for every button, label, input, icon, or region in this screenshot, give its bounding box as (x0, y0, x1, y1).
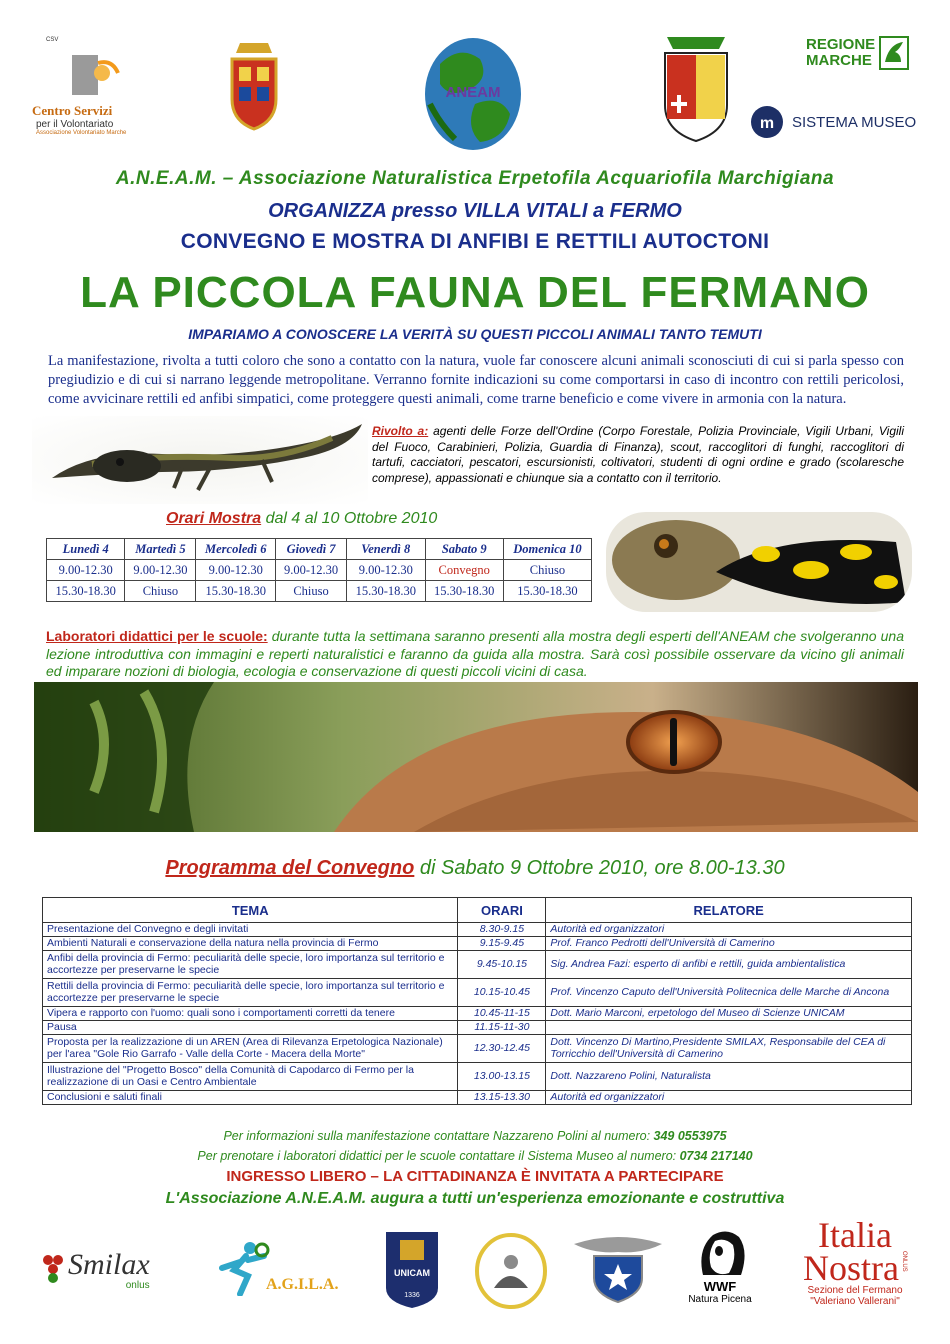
csv-logo: CSV Centro Servizi per il Volontariato Associazione Volontariato Marche (28, 30, 148, 142)
csv-emblem-icon (42, 43, 132, 103)
orari-day: Sabato 9 (425, 539, 503, 560)
laboratori-text: durante tutta la settimana saranno presenti alla mostra degli esperti dell'ANEAM che svolgeranno una lezione introduttiva con immagini e reperti naturalistici e faranno da guida alla mostra. Sarà così possibile osservare da vicino gli animali ed imparare nozioni di biologia, ecologia e conservazione di questi piccoli vicini di casa. (46, 628, 904, 679)
info1-text: Per informazioni sulla manifestazione contattare Nazzareno Polini al numero: (223, 1129, 654, 1143)
programma-header-row (43, 898, 912, 923)
reserve-emblem-icon (474, 1232, 548, 1310)
ora-cell: 13.15-13.30 (458, 1091, 546, 1105)
ora-cell: 11.15-11-30 (458, 1021, 546, 1035)
info1-number: 349 0553975 (653, 1129, 727, 1143)
sistema-museo-logo (750, 104, 920, 140)
table-row (43, 979, 912, 1007)
orari-label: Orari Mostra (166, 510, 262, 527)
smilax-sub: onlus (125, 1279, 150, 1291)
orari-day: Domenica 10 (503, 539, 591, 560)
orari-morning-row (47, 560, 592, 581)
programma-title (0, 857, 950, 880)
relatore-cell: Dott. Mario Marconi, erpetologo del Museo di Scienze UNICAM (546, 1007, 912, 1021)
viper-eye-photo (34, 682, 918, 832)
wwf-sub: Natura Picena (688, 1294, 752, 1305)
info-line2 (0, 1149, 950, 1163)
nostra-sezione: Sezione del Fermano (807, 1285, 903, 1296)
tema-cell: Vipera e rapporto con l'uomo: quali sono i comportamenti corretti da tenere (43, 1007, 458, 1021)
laboratori-label: Laboratori didattici per le scuole: (46, 628, 268, 644)
laboratori-block (46, 628, 904, 681)
ora-cell: 10.45-11-15 (458, 1007, 546, 1021)
programma-label: Programma del Convegno (165, 857, 415, 879)
header-line3: CONVEGNO E MOSTRA DI ANFIBI E RETTILI AUTOCTONI (180, 230, 770, 253)
tema-cell: Rettili della provincia di Fermo: peculiarità delle specie, loro importanza sul territorio e accortezze per preservarne le specie (43, 979, 458, 1007)
orari-cell: Chiuso (503, 560, 591, 581)
orari-day: Martedì 5 (125, 539, 196, 560)
wwf-logo (680, 1222, 760, 1308)
relatore-cell: Dott. Nazzareno Polini, Naturalista (546, 1063, 912, 1091)
nostra-valeriano: "Valeriano Vallerani" (810, 1296, 900, 1307)
orari-table (46, 538, 592, 602)
regione-line1: REGIONE (806, 36, 876, 53)
header-line2: ORGANIZZA presso VILLA VITALI a FERMO (268, 200, 682, 222)
agilla-logo (206, 1236, 339, 1306)
regione-marche-logo (806, 32, 918, 74)
orari-cell: 9.00-12.30 (276, 560, 347, 581)
tema-cell: Presentazione del Convegno e degli invitati (43, 923, 458, 937)
ora-cell: 9.45-10.15 (458, 951, 546, 979)
svg-text:m: m (759, 115, 775, 132)
italia-text: Italia (818, 1215, 892, 1255)
orari-cell: 9.00-12.30 (196, 560, 276, 581)
augurio: L'Associazione A.N.E.A.M. augura a tutti un'esperienza emozionante e costruttiva (165, 1190, 785, 1207)
unicam-logo (384, 1230, 440, 1310)
wwf-name: WWF (703, 1279, 737, 1294)
tema-cell: Ambienti Naturali e conservazione della natura nella provincia di Fermo (43, 937, 458, 951)
info-line1 (0, 1129, 950, 1143)
csv-assoc: Associazione Volontariato Marche (36, 129, 127, 136)
eagle-star-icon (570, 1234, 666, 1306)
col-tema: TEMA (43, 898, 458, 923)
orari-header-row (47, 539, 592, 560)
orari-cell: Convegno (425, 560, 503, 581)
info2-text: Per prenotare i laboratori didattici per le scuole contattare il Sistema Museo al numero: (197, 1149, 680, 1163)
main-title: LA PICCOLA FAUNA DEL FERMANO (80, 268, 870, 317)
unicam-name: UNICAM (394, 1268, 430, 1278)
fermo-city-crest (656, 30, 736, 144)
tema-cell: Anfibi della provincia di Fermo: peculiarità delle specie, loro importanza sul territorio e accortezze per preservarne le specie (43, 951, 458, 979)
museo-m-icon (750, 105, 784, 139)
lizard-photo (32, 416, 368, 504)
relatore-cell: Dott. Vincenzo Di Martino,Presidente SMILAX, Responsabile del CEA di Torricchio dell'Università di Camerino (546, 1035, 912, 1063)
orari-cell: 9.00-12.30 (47, 560, 125, 581)
nostra-onlus: ONLUS (900, 1251, 907, 1272)
orari-day: Venerdì 8 (347, 539, 425, 560)
smilax-name: Smilax (68, 1247, 150, 1281)
ora-cell: 9.15-9.45 (458, 937, 546, 951)
programma-when: di Sabato 9 Ottobre 2010, ore 8.00-13.30 (414, 857, 785, 879)
tema-cell: Conclusioni e saluti finali (43, 1091, 458, 1105)
table-row (43, 951, 912, 979)
ora-cell: 12.30-12.45 (458, 1035, 546, 1063)
intro-paragraph: La manifestazione, rivolta a tutti coloro che sono a contatto con la natura, vuole far conoscere alcuni animali sconosciuti di cui si parla spesso con pregiudizio e di cui si narrano leggende metropolitane. Verranno fornite indicazioni su come comportarsi in caso di incontro con rettili pericolosi, come avvicinare rettili ed anfibi simpatici, come proteggere questi animali, come trarne beneficio e come vivere in armonia con la natura. (48, 353, 904, 407)
orari-cell: 9.00-12.30 (125, 560, 196, 581)
unicam-year: 1336 (404, 1292, 420, 1299)
rivolto-block (372, 424, 904, 486)
italia-nostra-logo (790, 1208, 920, 1318)
table-row (43, 1035, 912, 1063)
aneam-logo (418, 32, 528, 156)
panda-icon (693, 1225, 747, 1279)
relatore-cell: Autorità ed organizzatori (546, 923, 912, 937)
sistema-museo-text: SISTEMA MUSEO (792, 113, 917, 131)
ingresso-libero: INGRESSO LIBERO – LA CITTADINANZA È INVITATA A PARTECIPARE (226, 1168, 724, 1185)
header-line1: A.N.E.A.M. – Associazione Naturalistica Erpetofila Acquariofila Marchigiana (115, 168, 835, 189)
csv-name: Centro Servizi (32, 102, 113, 118)
col-relatore: RELATORE (546, 898, 912, 923)
subtitle: IMPARIAMO A CONOSCERE LA VERITÀ SU QUESTI PICCOLI ANIMALI TANTO TEMUTI (188, 326, 762, 342)
ora-cell: 8.30-9.15 (458, 923, 546, 937)
orari-cell: 15.30-18.30 (196, 581, 276, 602)
tema-cell: Proposta per la realizzazione di un AREN (Area di Rilevanza Erpetologica Nazionale) per l'area "Gole Rio Garrafo - Valle della Corte - Macera della Morte" (43, 1035, 458, 1063)
table-row (43, 1007, 912, 1021)
table-row (43, 937, 912, 951)
cai-logo (570, 1234, 666, 1306)
programma-table (42, 897, 912, 1105)
relatore-cell: Prof. Vincenzo Caputo dell'Università Politecnica delle Marche di Ancona (546, 979, 912, 1007)
orari-cell: Chiuso (276, 581, 347, 602)
regione-emblem-icon (879, 36, 909, 70)
ora-cell: 10.15-10.45 (458, 979, 546, 1007)
smilax-logo (40, 1242, 190, 1298)
runner-icon (210, 1240, 270, 1296)
table-row (43, 923, 912, 937)
city-crest-icon (657, 31, 735, 143)
info2-number: 0734 217140 (679, 1149, 753, 1163)
crest-icon (224, 35, 284, 135)
grape-icon (40, 1250, 68, 1290)
relatore-cell (546, 1021, 912, 1035)
orari-cell: Chiuso (125, 581, 196, 602)
ora-cell: 13.00-13.15 (458, 1063, 546, 1091)
orari-day: Mercoledì 6 (196, 539, 276, 560)
orari-afternoon-row (47, 581, 592, 602)
col-orari: ORARI (458, 898, 546, 923)
orari-day: Lunedì 4 (47, 539, 125, 560)
tema-cell: Illustrazione del "Progetto Bosco" della Comunità di Capodarco di Fermo per la realizzazione di un Oasi e Centro Ambientale (43, 1063, 458, 1091)
orari-cell: 15.30-18.30 (347, 581, 425, 602)
tema-cell: Pausa (43, 1021, 458, 1035)
table-row (43, 1063, 912, 1091)
fermo-province-crest (218, 30, 290, 140)
table-row (43, 1021, 912, 1035)
salamander-photo (606, 512, 912, 612)
orari-cell: 15.30-18.30 (425, 581, 503, 602)
orari-dates: dal 4 al 10 Ottobre 2010 (261, 510, 438, 527)
regione-line2: MARCHE (806, 52, 872, 69)
aneam-logo-text: ANEAM (445, 84, 501, 101)
agilla-name: A.G.I.L.A. (266, 1276, 339, 1293)
orari-cell: 15.30-18.30 (47, 581, 125, 602)
relatore-cell: Sig. Andrea Fazi: esperto di anfibi e rettili, guida ambientalistica (546, 951, 912, 979)
orari-day: Giovedì 7 (276, 539, 347, 560)
rivolto-text: agenti delle Forze dell'Ordine (Corpo Forestale, Polizia Provinciale, Vigili Urbani, Vigili del Fuoco, Carabinieri, Polizia, Guardia di Finanza), scout, raccoglitori di funghi, raccoglitori di tartufi, cacciatori, pescatori, escursionisti, coltivatori, studenti di ogni ordine e grado (scolaresche comprese), appassionati e chiunque sia a contatto con il territorio. (372, 424, 904, 485)
orari-cell: 15.30-18.30 (503, 581, 591, 602)
table-row (43, 1091, 912, 1105)
orari-title (166, 510, 437, 528)
nostra-text: Nostra (803, 1248, 899, 1288)
relatore-cell: Prof. Franco Pedrotti dell'Università di Camerino (546, 937, 912, 951)
rivolto-label: Rivolto a: (372, 424, 429, 438)
csv-sub: per il Volontariato (36, 118, 114, 130)
torricchio-reserve-logo (474, 1232, 548, 1310)
relatore-cell: Autorità ed organizzatori (546, 1091, 912, 1105)
orari-cell: 9.00-12.30 (347, 560, 425, 581)
